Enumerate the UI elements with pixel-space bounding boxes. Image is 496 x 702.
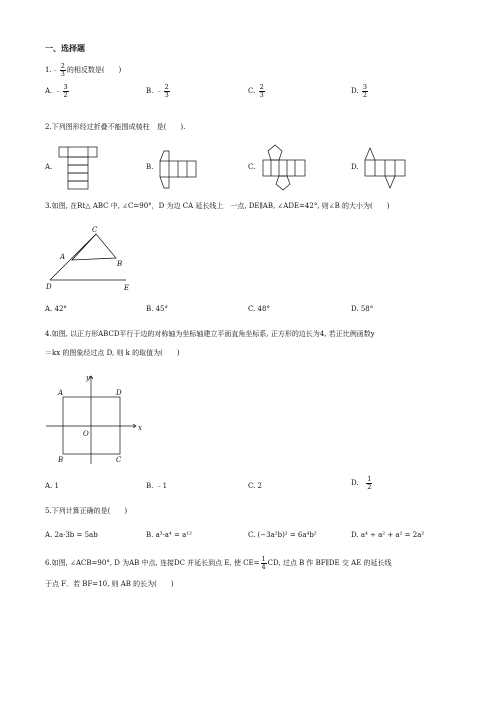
q1-c-num: 2 [259,83,264,91]
q1-option-a[interactable] [45,84,70,99]
q4-label-b: B [58,456,64,464]
q4-figure [44,370,148,466]
q1-b-den: 3 [164,91,169,99]
q2-net-d [363,145,407,191]
q5-option-b[interactable]: B. a³·a⁴ = a¹² [146,531,192,539]
q3-label-a: A [60,253,66,261]
q1-c-label: C. [248,87,256,95]
q3-option-a[interactable]: A. 42° [45,305,67,313]
q4-label-c: C [116,456,122,464]
q3-figure [44,222,156,294]
q5-option-d[interactable]: D. a⁴ ÷ a² + a² = 2a² [351,531,425,539]
q1-b-sign: ﹣ [155,87,163,95]
q2-option-a[interactable]: A. [45,163,53,171]
q4-label-a: A [58,389,64,397]
q1-b-label: B. [146,87,154,95]
question-6-line-1 [45,556,391,571]
q6-part-2: CD, 过点 B 作 BF∥DE 交 AE 的延长线 [267,559,392,567]
question-2: 2.下列图形经过折叠不能围成棱柱 是( ). [45,123,186,131]
q1-a-label: A. [45,87,53,95]
q2-net-a [58,145,98,191]
section-title: 一、选择题 [45,44,85,53]
q6-frac-num: 1 [261,555,266,563]
question-4-line-2: ＝kx 的图象经过点 D, 则 k 的取值为( ) [45,349,180,357]
question-5: 5.下列计算正确的是( ) [45,507,128,515]
question-4-line-1: 4.如图, 以正方形ABCD平行于边的对称轴为坐标轴建立平面直角坐标系, 正方形的边长为4, 若正比例函数y [45,330,375,338]
q4-option-a[interactable]: A. 1 [45,482,59,490]
q4-label-o: O [83,430,89,438]
question-3: 3.如图, 在Rt△ ABC 中, ∠C=90°，D 为边 CA 延长线上 一点, DE∥AB, ∠ADE=42°, 则∠B 的大小为( ) [45,202,390,210]
q1-a-sign: ﹣ [54,87,62,95]
q1-a-den: 2 [63,91,68,99]
q4-d-label: D. [351,479,359,487]
q1-number: 1. [45,66,52,74]
q3-label-e: E [124,284,130,292]
q4-option-b[interactable]: B. ﹣1 [146,482,168,490]
q6-part-1: 6.如图, ∠ACB=90°, D 为AB 中点, 连接DC 并延长到点 E, 使 CE= [45,559,260,567]
q4-d-frac [366,476,372,491]
q3-option-d[interactable]: D. 58° [351,305,374,313]
q2-net-b [158,148,198,192]
q1-frac-den: 3 [60,70,65,78]
q3-option-c[interactable]: C. 48° [248,305,270,313]
q3-label-b: B [117,260,123,268]
q1-c-frac [259,84,265,99]
q4-label-x: x [138,424,142,432]
q1-c-den: 3 [259,91,264,99]
q1-d-frac [362,84,368,99]
q6-fraction [261,556,267,571]
q4-label-d: D [116,389,122,397]
q2-option-b[interactable]: B. [146,163,154,171]
q4-d-den: 2 [367,483,372,491]
q1-frac-num: 2 [60,62,65,70]
q1-a-frac [63,84,69,99]
q5-option-a[interactable]: A. 2a·3b = 5ab [45,531,98,539]
q1-option-c[interactable] [248,84,266,99]
q2-option-d[interactable]: D. [351,163,359,171]
q4-label-y: y [86,374,90,382]
q1-b-frac [164,84,170,99]
q3-option-b[interactable]: B. 45° [146,305,169,313]
q4-d-num: 1 [367,475,372,483]
q1-d-num: 3 [362,83,367,91]
q6-frac-den: 4 [261,563,266,571]
q1-option-b[interactable] [146,84,171,99]
q1-b-num: 2 [164,83,169,91]
q1-sign: ﹣ [51,66,59,74]
q1-option-d[interactable] [351,84,369,99]
q1-fraction [60,63,66,78]
q3-label-d: D [46,283,52,291]
q2-net-c [261,142,307,192]
q1-a-num: 3 [63,83,68,91]
q1-d-den: 2 [362,91,367,99]
q4-option-d[interactable] [351,476,373,491]
q1-d-label: D. [351,87,359,95]
q3-label-c: C [92,226,98,234]
q1-text: 的相反数是( ) [66,66,122,74]
q5-option-c[interactable]: C. (−3a²b)² = 6a⁴b² [248,531,317,539]
question-1 [45,63,121,78]
question-6-line-2: 于点 F．若 BF=10, 则 AB 的长为( ) [45,580,174,588]
q4-option-c[interactable]: C. 2 [248,482,263,490]
q2-option-c[interactable]: C. [248,163,256,171]
